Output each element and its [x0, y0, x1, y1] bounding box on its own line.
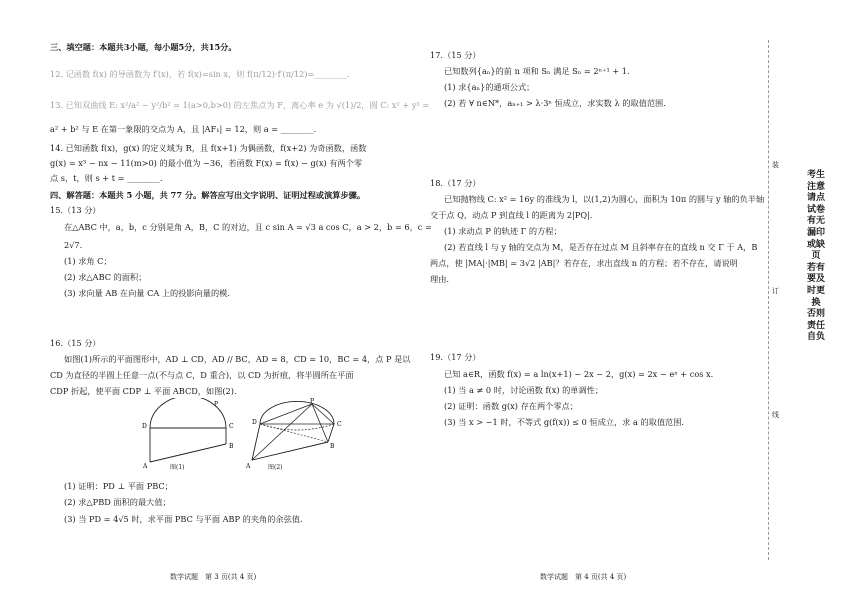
question-17-part1: (1) 求{aₙ}的通项公式；	[444, 82, 535, 92]
question-16-line2: CD 为直径的半圆上任意一点(不与点 C，D 重合)，以 CD 为折痕，将半圆所在平面	[50, 370, 354, 380]
question-13-line1: 13. 已知双曲线 E: x²/a² − y²/b² = 1(a>0,b>0) 的左焦点为 F，离心率 e 为 √(1)/2，圆 C: x² + y² =	[50, 100, 430, 110]
question-14-line3: 点 s，t，则 s + t = ________.	[50, 173, 163, 183]
question-18-part2-line2: 两点，使 |MA|·|MB| = 3√2 |AB|？若存在，求出直线 n 的方程；若不存在，请说明	[430, 258, 738, 268]
question-18-line2: 交于点 Q，动点 P 到直线 l 的距离为 2|PQ|.	[430, 210, 593, 220]
section3-title: 三、填空题：本题共3小题，每小题5分，共15分。	[50, 42, 237, 52]
question-15-line2: 2√7.	[64, 240, 83, 250]
question-19-part3: (3) 当 x > −1 时，不等式 g(f(x)) ≤ 0 恒成立，求 a 的取值范围.	[444, 417, 684, 427]
question-19-part2: (2) 证明：函数 g(x) 存在两个零点；	[444, 401, 578, 411]
figure-2	[242, 398, 352, 470]
question-19-head: 19.（17 分）	[430, 352, 481, 362]
fig2-label-c: C	[337, 421, 342, 428]
question-15-part1: (1) 求角 C；	[64, 256, 112, 266]
binding-label-xian: 线	[772, 411, 779, 419]
question-16-line3: CDP 折起，使平面 CDP ⊥ 平面 ABCD，如图(2).	[50, 386, 237, 396]
question-14-line2: g(x) = x³ − nx − 11(m>0) 的最小值为 −36，若函数 F(x) = f(x) − g(x) 有两个零	[50, 158, 363, 168]
question-16-line1: 如图(1)所示的平面图形中，AD ⊥ CD，AD // BC，AD = 8，CD = 10，BC = 4，点 P 是以	[64, 354, 411, 364]
question-16-part2: (2) 求△PBD 面积的最大值；	[64, 497, 171, 507]
question-14-line1: 14. 已知函数 f(x)，g(x) 的定义域为 R，且 f(x+1) 为偶函数，f(x+2) 为奇函数，函数	[50, 143, 367, 153]
section4-title: 四、解答题：本题共 5 小题，共 77 分。解答应写出文字说明、证明过程或演算步骤。	[50, 190, 366, 200]
candidate-notice: 考生注意请点试卷有无漏印或缺页 若有要及时更换 否则责任自负	[806, 170, 830, 343]
figure-1-caption: 图(1)	[170, 464, 185, 471]
fig2-label-a: A	[246, 463, 251, 470]
question-15-part2: (2) 求△ABC 的面积；	[64, 272, 147, 282]
question-16-part3: (3) 当 PD = 4√5 时，求平面 PBC 与平面 ABP 的夹角的余弦值.	[64, 514, 303, 524]
fig1-label-c: C	[229, 423, 234, 430]
binding-label-ding: 订	[772, 287, 779, 295]
fig2-label-d: D	[252, 419, 257, 426]
figure-2-caption: 图(2)	[268, 464, 283, 471]
question-18-part1: (1) 求动点 P 的轨迹 Γ 的方程；	[444, 226, 562, 236]
fig2-label-p: P	[310, 398, 315, 405]
question-18-line1: 已知抛物线 C: x² = 16y 的准线为 l，以(1,2)为圆心，面积为 10π 的圆与 y 轴的负半轴	[444, 194, 765, 204]
question-18-part2-line3: 理由.	[430, 274, 449, 284]
question-15-head: 15.（13 分）	[50, 205, 101, 215]
page-3-footer: 数学试题 第 3 页(共 4 页)	[170, 573, 257, 581]
question-16-head: 16.（15 分）	[50, 338, 101, 348]
question-17-part2: (2) 若 ∀ n∈N*，aₙ₊₁ > λ·3ⁿ 恒成立，求实数 λ 的取值范围.	[444, 98, 666, 108]
page-4-footer: 数学试题 第 4 页(共 4 页)	[540, 573, 627, 581]
question-17-head: 17.（15 分）	[430, 50, 481, 60]
question-18-part2-line1: (2) 若直线 l 与 y 轴的交点为 M，是否存在过点 M 且斜率存在的直线 n 交 Γ 于 A，B	[444, 242, 758, 252]
question-19-line1: 已知 a∈R，函数 f(x) = a ln(x+1) − 2x − 2，g(x) = 2x − eˣ + cos x.	[444, 369, 714, 379]
question-12: 12. 记函数 f(x) 的导函数为 f′(x)，若 f(x)=sin x，则 f(π/12)·f′(π/12)=________.	[50, 69, 350, 79]
question-16-part1: (1) 证明：PD ⊥ 平面 PBC；	[64, 481, 173, 491]
question-15-part3: (3) 求向量 AB 在向量 CA 上的投影向量的模.	[64, 288, 230, 298]
question-17-line1: 已知数列{aₙ}的前 n 项和 Sₙ 满足 Sₙ = 2ⁿ⁺¹ + 1.	[444, 66, 630, 76]
fig1-label-d: D	[142, 423, 147, 430]
question-19-part1: (1) 当 a ≠ 0 时，讨论函数 f(x) 的单调性；	[444, 385, 604, 395]
question-13-line2: a² + b² 与 E 在第一象限的交点为 A，且 |AF₁| = 12，则 a = ________.	[50, 124, 317, 134]
binding-line	[768, 40, 770, 560]
fig2-label-b: B	[330, 443, 335, 450]
fig1-label-p: P	[214, 401, 219, 408]
binding-label-zhuang: 装	[772, 161, 779, 169]
fig1-label-b: B	[229, 443, 234, 450]
question-15-line1: 在△ABC 中，a，b，c 分别是角 A，B，C 的对边，且 c sin A = √3 a cos C，a > 2，b = 6，c =	[64, 222, 432, 232]
question-18-head: 18.（17 分）	[430, 178, 481, 188]
fig1-label-a: A	[143, 463, 148, 470]
